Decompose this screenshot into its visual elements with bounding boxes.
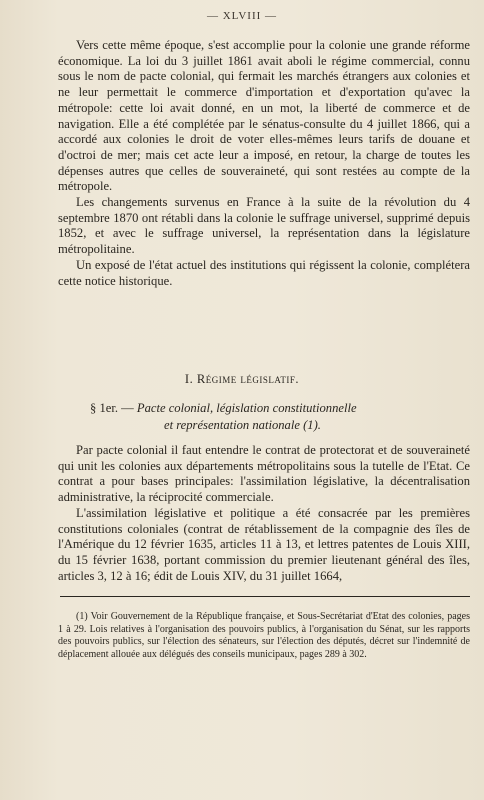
footnote [58,611,470,661]
subsection-title-line1: Pacte colonial, législation constitutionnelle [136,401,357,415]
page-number: — XLVIII — [206,10,278,22]
footnote-text: (1) Voir Gouvernement de la République française, et Sous-Secrétariat d'Etat des colonies, pages 1 à 29. Lois relatives à l'organisation des pouvoirs publics, à l'organisation du Sénat, sur les rapports des pouvoirs publics, sur l'élection des sénateurs, sur l'élection des députés, décret sur l'indemnité de déplacement allouée aux délégués des conseils municipaux, pages 289 à 302. [58,611,470,660]
intro-text [58,38,470,289]
intro-paragraph-1: Vers cette même époque, s'est accomplie pour la colonie une grande réforme économique. La loi du 3 juillet 1861 avait aboli le régime commercial, connu sous le nom de pacte colonial, qui fermait les marchés étrangers aux colonies et ne leur permettait le commerce d'importation et d'exportation qu'avec la métropole: cette loi avait donné, en un mot, la liberté de commerce et de navigation. Elle a été complétée par le sénatus-consulte du 4 juillet 1866, qui a accordé aux colonies le droit de voter elles-mêmes leurs tarifs de douane et d'octroi de mer; mais cet acte leur a imposé, en retour, la charge de toutes les dépenses autres que celles de souveraineté, qui sont restées au compte de la métropole. [58,38,470,194]
intro-paragraph-2: Les changements survenus en France à la suite de la révolution du 4 septembre 1870 ont rétabli dans la colonie le suffrage universel, supprimé depuis 1852, et avec le suffrage universel, la représentation dans la législature métropolitaine. [58,195,470,257]
subsection-title-line2: et représentation nationale (1). [164,418,321,432]
body-paragraph-2: L'assimilation législative et politique a été consacrée par les premières constitutions coloniales (contrat de rétablissement de la compagnie des îles de l'Amérique du 12 février 1635, articles 11 à 13, et lettres patentes de Louis XIII, du 15 février 1638, portant commission du premier lieutenant général des îles, articles 3, 12 à 16; édit de Louis XIV, du 31 juillet 1664, [58,505,470,583]
section-number: I. [184,372,194,386]
section-heading [0,372,484,387]
intro-paragraph-3: Un exposé de l'état actuel des institutions qui régissent la colonie, complétera cette notice historique. [58,257,470,288]
section-title: Régime législatif. [196,372,300,386]
body-paragraph-1: Par pacte colonial il faut entendre le contrat de protectorat et de souveraineté qui unit les colonies aux départements métropolitains sous la tutelle de l'Etat. Ce contrat a pour bases principales: l'assimilation législative, la décentralisation administrative, la réciprocité commerciale. [58,443,470,505]
subsection-number: § 1er. — [90,401,134,415]
footnote-divider [60,596,470,597]
subsection-heading [90,400,450,434]
main-text [58,443,470,584]
